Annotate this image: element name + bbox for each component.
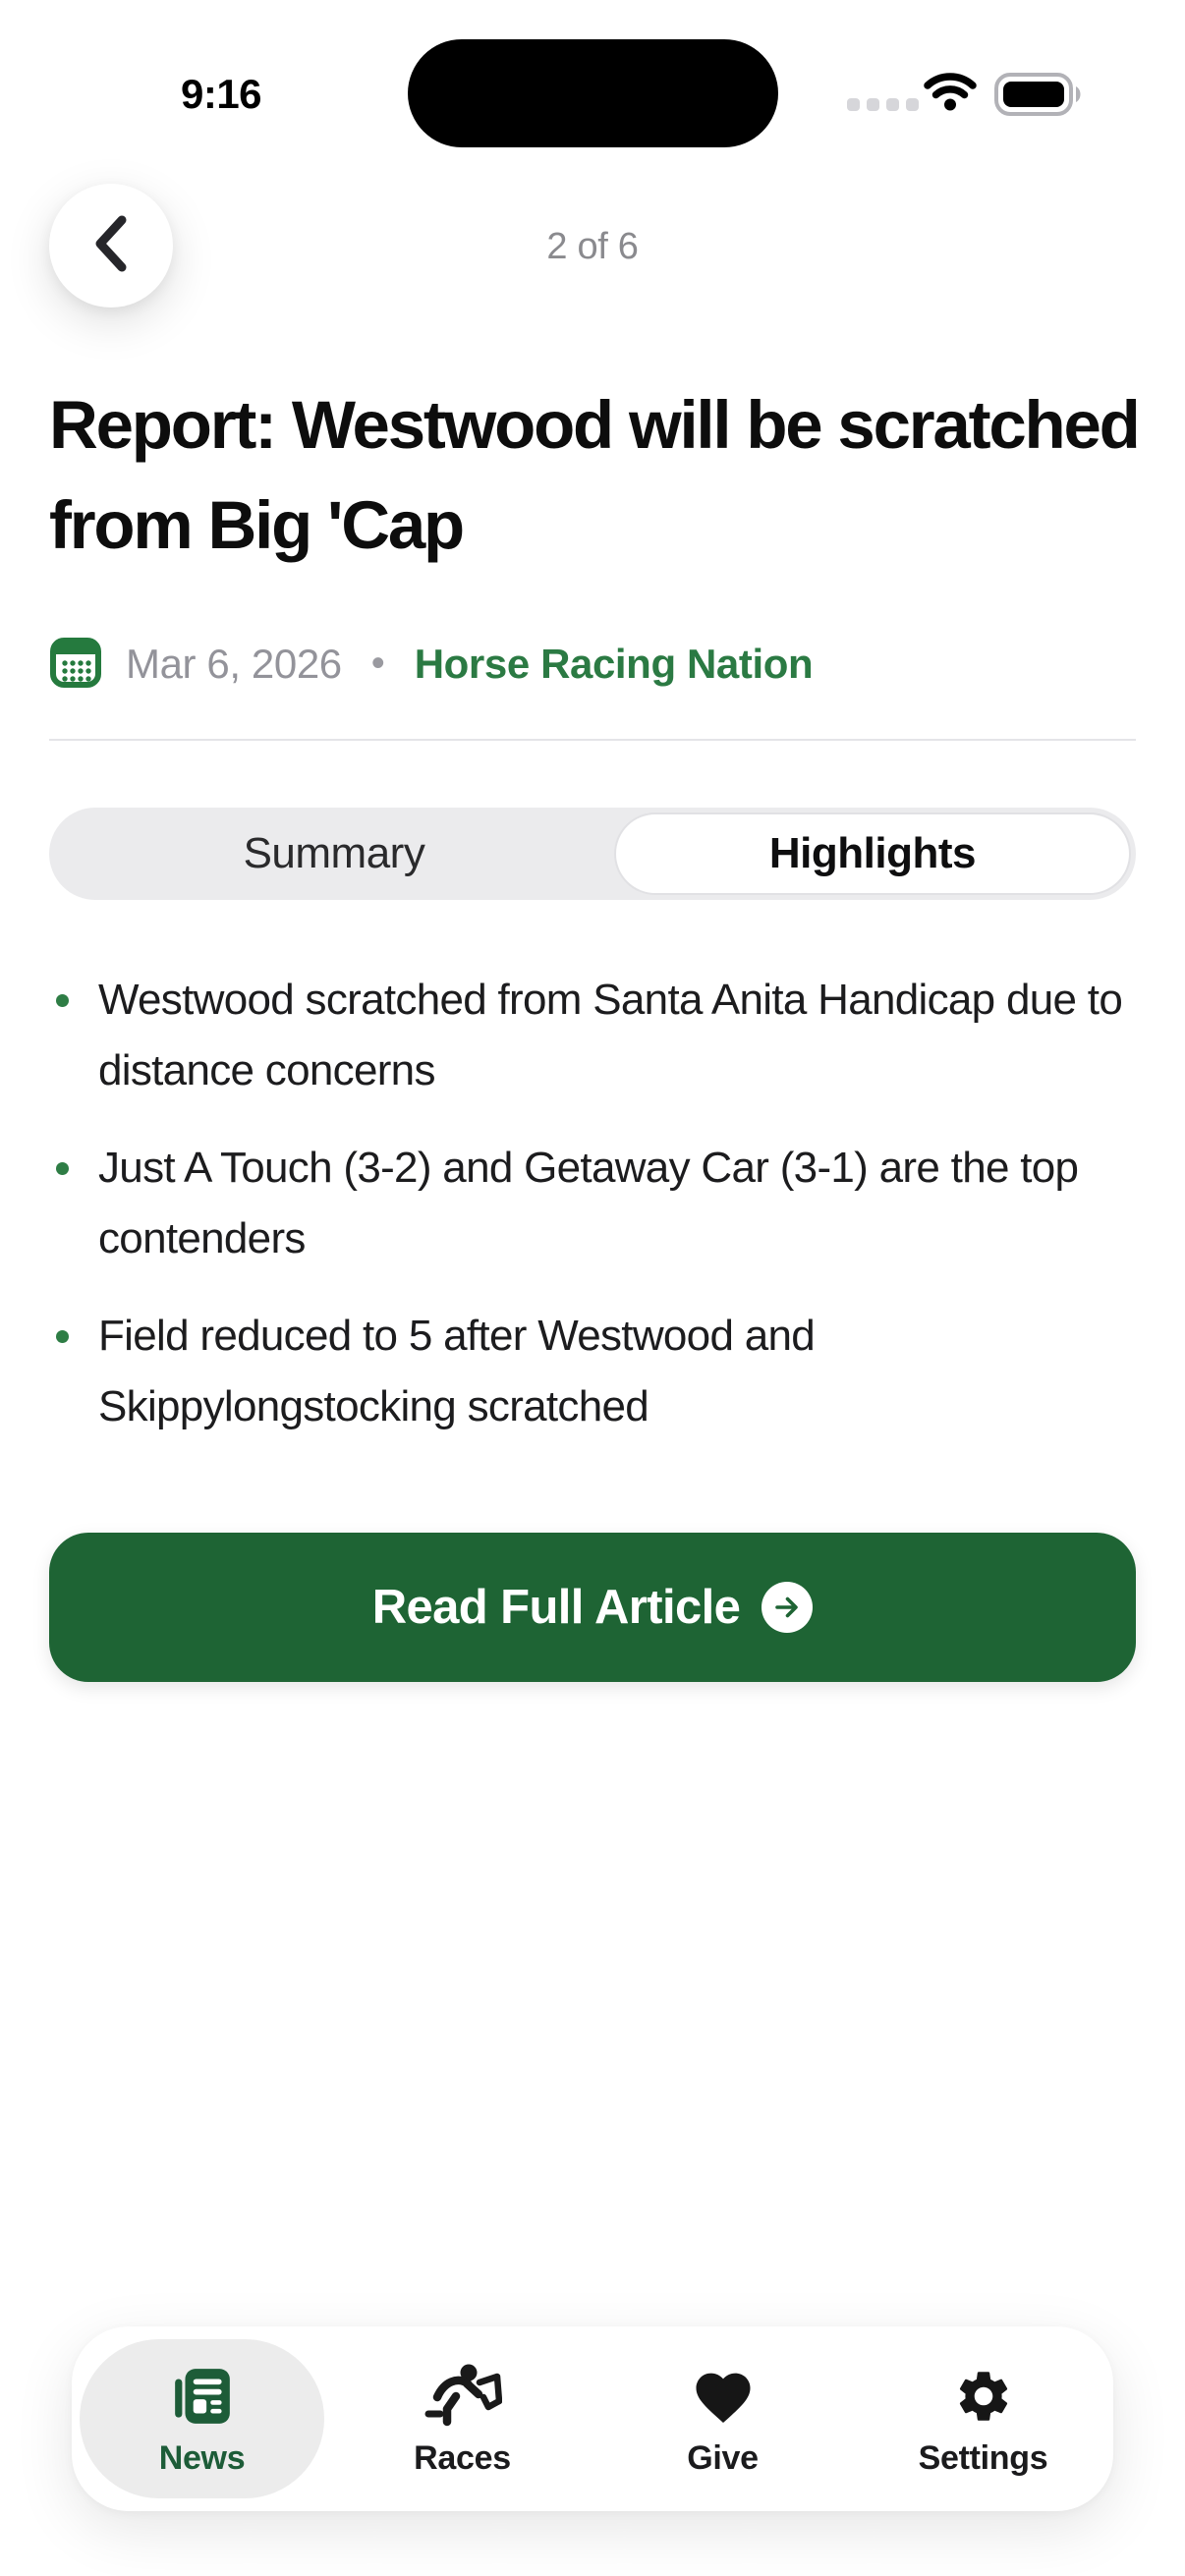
pager-indicator: 2 of 6 bbox=[546, 226, 639, 267]
list-item bbox=[49, 965, 1136, 1106]
tab-highlights[interactable]: Highlights bbox=[614, 812, 1131, 895]
tab-give[interactable] bbox=[600, 2339, 845, 2498]
tab-label-news: News bbox=[158, 2438, 246, 2477]
article-title: Report: Westwood will be scratched from Big 'Cap bbox=[49, 387, 1139, 563]
article-source-link[interactable]: Horse Racing Nation bbox=[414, 640, 814, 687]
read-full-article-button[interactable] bbox=[49, 1533, 1136, 1682]
signal-dot bbox=[886, 98, 899, 111]
highlight-text: Just A Touch (3-2) and Getaway Car (3-1) are the top contenders bbox=[98, 1144, 1079, 1262]
cellular-signal-icon bbox=[847, 98, 919, 111]
bullet-dot bbox=[56, 994, 69, 1007]
article-meta bbox=[49, 634, 813, 694]
list-item bbox=[49, 1133, 1136, 1274]
read-full-article-label: Read Full Article bbox=[371, 1581, 741, 1634]
battery-full-icon bbox=[994, 73, 1083, 121]
calendar-icon bbox=[49, 634, 102, 694]
highlights-list bbox=[49, 965, 1136, 1469]
tab-label-give: Give bbox=[687, 2438, 759, 2477]
signal-dot bbox=[847, 98, 860, 111]
tab-summary[interactable]: Summary bbox=[243, 829, 425, 877]
tab-label-settings: Settings bbox=[918, 2438, 1048, 2477]
tab-news[interactable] bbox=[80, 2339, 324, 2498]
dynamic-island bbox=[408, 39, 778, 147]
summary-highlights-segmented-control bbox=[49, 808, 1136, 900]
wifi-icon bbox=[923, 71, 978, 117]
highlight-text: Field reduced to 5 after Westwood and Skippylongstocking scratched bbox=[98, 1312, 816, 1430]
bullet-dot bbox=[56, 1162, 69, 1175]
gear-icon bbox=[953, 2361, 1014, 2432]
section-divider bbox=[49, 739, 1136, 741]
signal-dot bbox=[906, 98, 919, 111]
bottom-tab-bar bbox=[72, 2326, 1113, 2511]
dot-separator: • bbox=[370, 642, 385, 685]
article-date: Mar 6, 2026 bbox=[126, 640, 342, 687]
list-item bbox=[49, 1301, 1136, 1442]
tab-label-races: Races bbox=[414, 2438, 511, 2477]
arrow-right-circle-icon bbox=[762, 1582, 813, 1633]
jockey-icon bbox=[423, 2361, 502, 2432]
tab-settings[interactable] bbox=[861, 2339, 1105, 2498]
signal-dot bbox=[867, 98, 879, 111]
bullet-dot bbox=[56, 1330, 69, 1343]
highlight-text: Westwood scratched from Santa Anita Handicap due to distance concerns bbox=[98, 976, 1123, 1094]
heart-icon bbox=[691, 2361, 756, 2432]
newspaper-icon bbox=[170, 2361, 235, 2432]
tab-races[interactable] bbox=[340, 2339, 585, 2498]
status-time: 9:16 bbox=[180, 71, 262, 117]
